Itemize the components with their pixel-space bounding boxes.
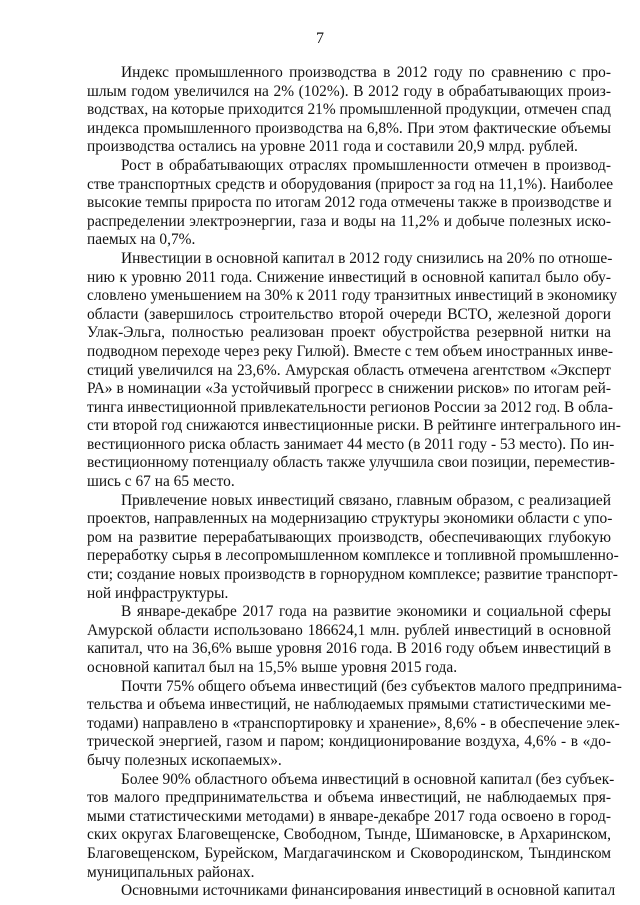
text-line: капитал, что на 36,6% выше уровня 2016 года. В 2016 году объем инвестиций в	[87, 640, 611, 658]
text-line: В январе-декабре 2017 года на развитие экономики и социальной сферы	[121, 603, 611, 621]
text-line: основной капитал был на 15,5% выше уровня 2015 года.	[87, 659, 458, 676]
text-line: мыми статистическими методами) в январе-декабре 2017 года освоено в город-	[87, 807, 611, 825]
text-line: ной инфраструктуры.	[87, 584, 229, 602]
document-body	[87, 64, 622, 901]
text-line: ром на развитие перерабатывающих производств, обеспечивающих глубокую	[87, 528, 611, 546]
text-line: Индекс промышленного производства в 2012 году по сравнению с про-	[121, 64, 611, 81]
text-line: подводном переходе через реку Гилюй). Вместе с тем объем иностранных инве-	[87, 342, 613, 360]
paragraph-industrial-index	[87, 64, 611, 157]
text-line: Более 90% областного объема инвестиций в основной капитал (без субъек-	[121, 770, 615, 788]
text-line: Благовещенском, Бурейском, Магдагачинском и Сковородинском, Тындинском	[87, 844, 611, 862]
text-line: стиций увеличился на 23,6%. Амурская область отмечена агентством «Эксперт	[87, 361, 611, 379]
text-line: бычу полезных ископаемых».	[87, 751, 282, 769]
text-line: Привлечение новых инвестиций связано, главным образом, с реализацией	[121, 491, 611, 509]
text-line: нию к уровню 2011 года. Снижение инвестиций в основной капитал было обу-	[87, 268, 611, 286]
text-line: Почти 75% общего объема инвестиций (без субъектов малого предпринима-	[121, 677, 622, 695]
text-line: стве транспортных средств и оборудования (прирост за год на 11,1%). Наиболее	[87, 175, 614, 193]
paragraph-investment-structure	[87, 677, 622, 771]
text-line: трической энергией, газом и паром; кондиционирование воздуха, 4,6% - в «до-	[87, 733, 611, 751]
text-line: шлым годом увеличился на 2% (102%). В 2012 году в обрабатывающих произ-	[87, 82, 611, 100]
paragraph-capital-investment-2012	[87, 249, 621, 492]
text-line: ских округах Благовещенске, Свободном, Тынде, Шимановске, в Архаринском,	[87, 826, 611, 844]
text-line: Рост в обрабатывающих отраслях промышленности отмечен в производ-	[121, 156, 611, 174]
text-line: шись с 67 на 65 место.	[87, 473, 235, 491]
text-line: вестиционного риска область занимает 44 место (в 2011 году - 53 место). По ин-	[87, 435, 615, 453]
text-line: Улак-Эльга, полностью реализован проект обустройства резервной нитки на	[87, 324, 611, 342]
text-line: тельства и объема инвестиций, не наблюдаемых прямыми статистическими ме-	[87, 696, 611, 714]
text-line: индекса промышленного производства на 6,8%. При этом фактические объемы	[87, 119, 611, 137]
text-line: Амурской области использовано 186624,1 млн. рублей инвестиций в основной	[87, 621, 611, 639]
text-line: сти второй год снижаются инвестиционные риски. В рейтинге интегрального ин-	[87, 417, 621, 435]
text-line: Инвестиции в основной капитал в 2012 году снизились на 20% по отноше-	[121, 249, 613, 267]
text-line: переработку сырья в лесопромышленном комплексе и топливной промышленно-	[87, 547, 619, 565]
text-line: сти; создание новых производств в горнорудном комплексе; развитие транспорт-	[87, 566, 618, 584]
text-line: словлено уменьшением на 30% к 2011 году транзитных инвестиций в экономику	[87, 287, 618, 305]
text-line: распределении электроэнергии, газа и воды на 11,2% и добыче полезных иско-	[87, 212, 611, 230]
text-line: высокие темпы прироста по итогам 2012 года отмечены также в производстве и	[87, 194, 612, 212]
paragraph-manufacturing-growth	[87, 156, 614, 250]
text-line: муниципальных районах.	[87, 863, 255, 881]
paragraph-financing-sources	[87, 882, 616, 901]
text-line: РА» в номинации «За устойчивый прогресс в снижении рисков» по итогам рей-	[87, 380, 611, 398]
text-line: тов малого предпринимательства и объема инвестиций, не наблюдаемых пря-	[87, 789, 611, 807]
text-line: вестиционному потенциалу область также улучшила свои позиции, переместив-	[87, 454, 615, 472]
text-line: паемых на 0,7%.	[87, 231, 196, 249]
paragraph-investment-geography	[87, 770, 615, 883]
text-line: Основными источниками финансирования инвестиций в основной капитал	[121, 882, 616, 900]
paragraph-investment-2017	[87, 603, 611, 677]
text-line: тодами) направлено в «транспортировку и хранение», 8,6% - в обеспечение элек-	[87, 714, 620, 732]
text-line: производства остались на уровне 2011 года и составили 20,9 млрд. рублей.	[87, 138, 578, 156]
paragraph-new-investments	[87, 491, 619, 604]
page-number: 7	[316, 30, 324, 47]
text-line: области (завершилось строительство второй очереди ВСТО, железной дороги	[87, 305, 611, 323]
text-line: водствах, на которые приходится 21% промышленной продукции, отмечен спад	[87, 101, 611, 119]
text-line: проектов, направленных на модернизацию структуры экономики области с упо-	[87, 510, 613, 528]
text-line: тинга инвестиционной привлекательности регионов России за 2012 год. В обла-	[87, 398, 613, 416]
